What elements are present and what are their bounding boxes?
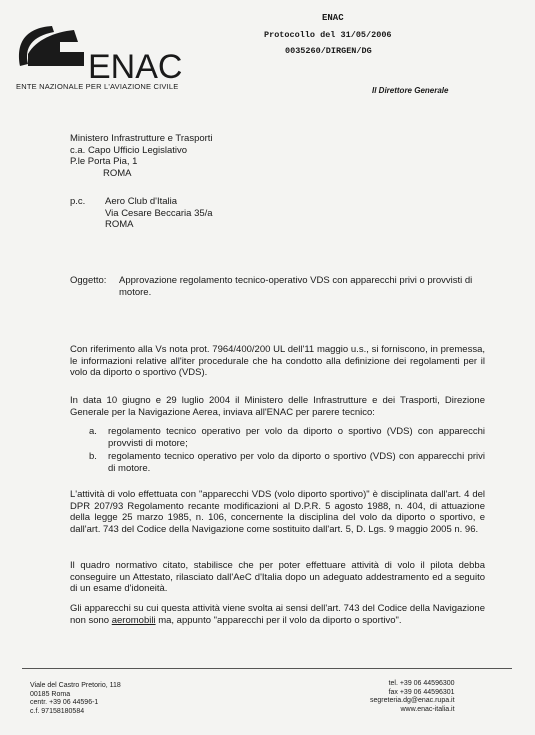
list-item: regolamento tecnico operativo per volo da diporto o sportivo (VDS) con apparecchi provvisti di motore; [108,426,485,449]
body-text: ma, appunto "apparecchi per il volo da diporto o sportivo". [155,614,402,626]
director-title: Il Direttore Generale [372,86,449,95]
org-full-name: ENTE NAZIONALE PER L'AVIAZIONE CIVILE [16,82,179,91]
pc-line: Aero Club d'Italia [105,196,178,207]
footer-line: fax +39 06 44596301 [388,688,455,696]
footer-line: centr. +39 06 44596-1 [30,699,99,706]
recipient-line: Ministero Infrastrutture e Trasporti [70,133,213,144]
logo-word: ENAC [88,48,183,84]
footer-contacts [370,680,455,714]
protocol-date: Protocollo del 31/05/2006 [264,30,392,40]
pc-label: p.c. [70,196,86,207]
body-paragraph [70,603,485,626]
footer-email: segreteria.dg@enac.rupa.it [370,697,455,704]
recipient-line: ROMA [103,167,132,179]
underlined-term: aeromobili [111,614,156,626]
list-marker: a. [89,426,97,437]
recipient-line: c.a. Capo Ufficio Legislativo [70,144,188,156]
footer-line: c.f. 97158180584 [30,707,85,715]
pc-line: Via Cesare Beccaria 35/a [105,207,213,219]
body-paragraph: L'attività di volo effettuata con "apparecchi VDS (volo diporto sportivo)" è disciplinata dall'art. 4 del DPR 207/93 Regolamento recante modificazioni al D.P.R. 5 agosto 1988, n. 404, di attuazione della legge 25 marzo 1985, n. 106, concernente la disciplina del volo da diporto o sportivo, e dall'art. 743 del Codice della Navigazione come sostituito dall'art. 5, D. Lgs. 9 maggio 2005 n. 96. [70,489,485,535]
subject-label: Oggetto: [70,275,107,286]
enac-logo [14,22,184,84]
subject-text: Approvazione regolamento tecnico-operativo VDS con apparecchi privi o provvisti di motore. [119,275,473,298]
list-item: regolamento tecnico operativo per volo da diporto o sportivo (VDS) con apparecchi privi di motore. [108,451,485,474]
pc-line: ROMA [105,219,134,230]
footer-divider [22,668,512,669]
protocol-number: 0035260/DIRGEN/DG [285,46,372,56]
footer-address [30,682,121,716]
pc-address [105,196,213,231]
footer-line: tel. +39 06 44596300 [388,680,455,687]
body-paragraph: Il quadro normativo citato, stabilisce che per poter effettuare attività di volo il pilota debba conseguire un Attestato, rilasciato dall'AeC d'Italia dopo un adeguato addestramento ed a seguito di un esame d'idoneità. [70,560,485,594]
body-paragraph: Con riferimento alla Vs nota prot. 7964/400/200 UL dell'11 maggio u.s., si forniscono, in premessa, le informazioni relative all'iter procedurale che ha condotto alla definizione dei regolamenti per il volo da diporto o sportivo (VDS). [70,344,485,378]
body-paragraph: In data 10 giugno e 29 luglio 2004 il Ministero delle Infrastrutture e dei Trasporti, Direzione Generale per la Navigazione Aerea, inviava all'ENAC per parere tecnico: [70,395,485,418]
protocol-org: ENAC [322,13,344,23]
footer-website: www.enac-italia.it [400,705,455,713]
recipient-line: P.le Porta Pia, 1 [70,156,138,167]
body-text: Gli apparecchi su cui questa attività viene svolta ai sensi dell'art. 743 del Codice della Navigazione non sono [70,603,485,626]
footer-line: 00185 Roma [30,690,71,698]
recipient-address [70,133,213,179]
footer-line: Viale del Castro Pretorio, 118 [30,682,121,689]
list-marker: b. [89,451,97,462]
